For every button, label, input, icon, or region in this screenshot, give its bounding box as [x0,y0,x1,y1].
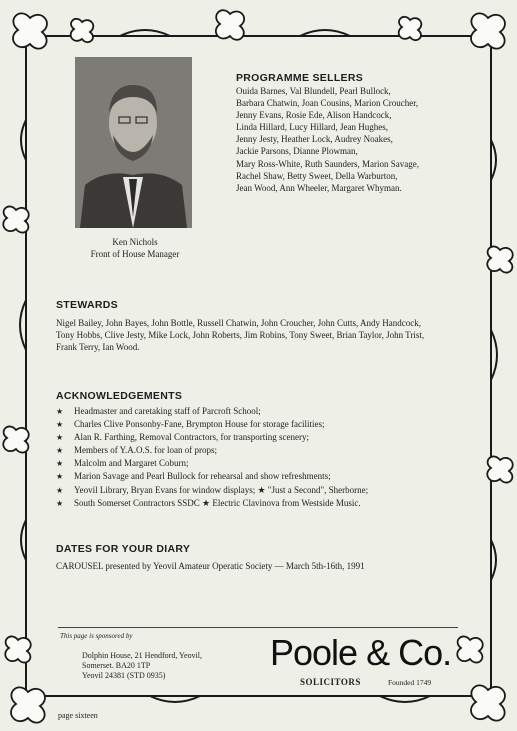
programme-sellers-heading: PROGRAMME SELLERS [236,72,364,84]
list-item: Rachel Shaw, Betty Sweet, Della Warburton, [236,170,398,181]
star-icon: ★ [56,472,64,482]
list-item: Jenny Evans, Rosie Ede, Alison Handcock, [236,110,392,121]
star-icon: ★ [56,485,64,495]
sponsor-address [82,651,202,681]
list-item: Jackie Parsons, Dianne Plowman, [236,146,358,157]
clover-icon [13,13,47,48]
star-icon: ★ [56,459,64,469]
list-item: ★ Yeovil Library, Bryan Evans for window displays; ★ "Just a Second", Sherborne; [56,484,476,497]
list-item: Jean Wood, Ann Wheeler, Margaret Whyman. [236,182,402,193]
clover-icon [471,13,505,48]
divider [58,627,458,628]
clover-icon [471,685,505,720]
address-line: Somerset. BA20 1TP [82,661,151,670]
portrait-photo [75,57,192,228]
list-item: ★ Marion Savage and Pearl Bullock for rehearsal and show refreshments; [56,470,476,483]
list-item: ★ Members of Y.A.O.S. for loan of props; [56,444,476,457]
sponsor-logo: Poole & Co. [270,632,452,673]
list-item: ★ Headmaster and caretaking staff of Parcroft School; [56,405,476,418]
acknowledgements-heading: ACKNOWLEDGEMENTS [56,390,183,402]
list-item: ★ Charles Clive Ponsonby-Fane, Brympton House for storage facilities; [56,418,476,431]
stewards-list [56,317,471,353]
diary-text: CAROUSEL presented by Yeovil Amateur Operatic Society — March 5th-16th, 1991 [56,561,365,571]
star-icon: ★ [56,498,64,508]
sponsor-founded: Founded 1749 [388,678,432,687]
list-item: Mary Ross-White, Ruth Saunders, Marion Savage, [236,158,419,169]
clover-icon [11,687,45,722]
star-icon: ★ [56,446,64,456]
star-icon: ★ [56,433,64,443]
address-line: Dolphin House, 21 Hendford, Yeovil, [82,651,202,660]
list-item: Frank Terry, Ian Wood. [56,342,140,353]
list-item: Linda Hillard, Lucy Hillard, Jean Hughes, [236,122,388,133]
star-icon: ★ [56,407,64,416]
list-item: Nigel Bailey, John Bayes, John Bottle, Russell Chatwin, John Croucher, John Cutts, Andy Handcock, [56,318,422,328]
address-line: Yeovil 24381 (STD 0935) [82,671,166,680]
acknowledgements-list [56,405,476,510]
list-item: ★ South Somerset Contractors SSDC ★ Electric Clavinova from Westside Music. [56,497,476,510]
star-icon: ★ [56,420,64,430]
page-number: page sixteen [58,711,98,720]
diary-heading: DATES FOR YOUR DIARY [56,543,191,555]
sponsored-by-label: This page is sponsored by [60,632,133,640]
photo-caption-name: Ken Nichols [112,237,158,247]
list-item: ★ Alan R. Farthing, Removal Contractors, for transporting scenery; [56,431,476,444]
programme-sellers-list [236,85,466,194]
sponsor-tagline: SOLICITORS [300,677,361,687]
list-item: Jenny Jesty, Heather Lock, Audrey Noakes, [236,134,393,145]
list-item: Tony Hobbs, Clive Jesty, Mike Lock, John Roberts, Jim Robins, Tony Sweet, Brian Taylor, John Trist, [56,330,425,341]
list-item: ★ Malcolm and Margaret Coburn; [56,457,476,470]
list-item: Barbara Chatwin, Joan Cousins, Marion Croucher, [236,98,419,109]
list-item: Ouida Barnes, Val Blundell, Pearl Bullock, [236,86,391,96]
stewards-heading: STEWARDS [56,299,118,311]
photo-caption-role: Front of House Manager [90,249,180,259]
